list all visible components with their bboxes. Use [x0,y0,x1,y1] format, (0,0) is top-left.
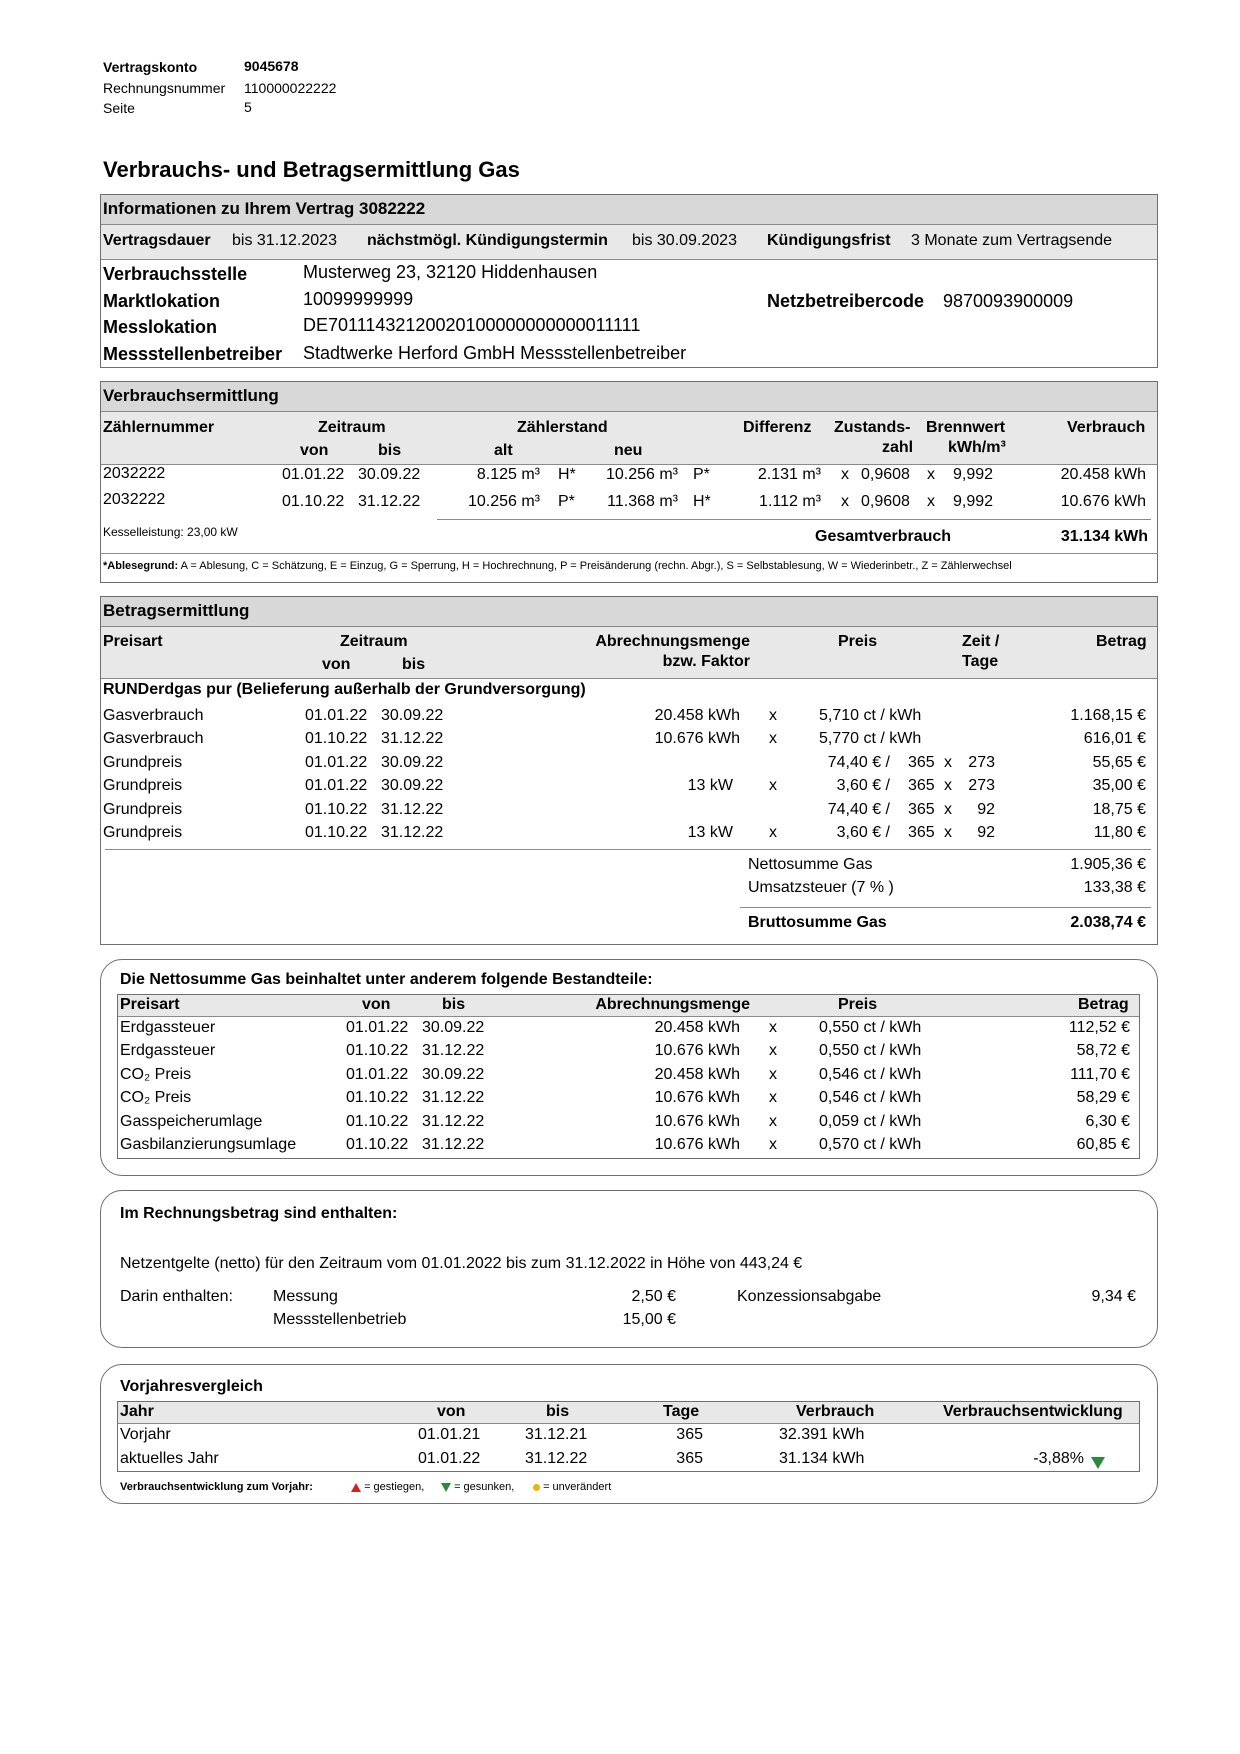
row-from: 01.01.22 [346,1066,409,1083]
col-usage: Verbrauch [796,1403,875,1420]
row-days: 365 [908,754,935,771]
col-period: Zeitraum [340,633,408,650]
contract-heading: Informationen zu Ihrem Vertrag 3082222 [103,199,426,218]
trend-same-icon [533,1484,540,1491]
col-new: neu [614,442,643,459]
row-from: 01.10.22 [346,1042,409,1059]
row-days: 365 [908,777,935,794]
multiply-sign: x [944,824,952,841]
row-price: 5,770 ct / kWh [819,730,922,747]
row-quantity: 13 kW [687,777,733,794]
col-calorific-2: kWh/m³ [948,439,1006,456]
page-label: Seite [103,100,135,116]
row-days: 365 [676,1450,703,1467]
row-from: 01.10.22 [305,824,368,841]
row-amount: 616,01 € [1083,730,1146,747]
col-from: von [362,996,391,1013]
trend-down-icon [1091,1454,1105,1472]
multiply-sign: x [769,1113,777,1130]
col-from: von [322,656,351,673]
grid-value: 9870093900009 [943,291,1074,311]
col-calorific: Brennwert [926,419,1006,436]
row-from: 01.10.22 [305,801,368,818]
multiply-sign: x [944,754,952,771]
col-old: alt [494,442,513,459]
reading-reason-text: A = Ablesung, C = Schätzung, E = Einzug, G = Sperrung, H = Hochrechnung, P = Preisänderung (rechn. Abgr.), S = Selbstablesung, W = Wiederinbetr., Z = Zählerwechsel [178,560,1012,572]
row-trend: -3,88% [1033,1450,1084,1467]
col-to: bis [378,442,402,459]
notice-value: 3 Monate zum Vertragsende [911,232,1113,249]
row-to: 31.12.22 [381,730,444,747]
divider [100,553,1158,554]
multiply-sign: x [769,1089,777,1106]
row-amount: 111,70 € [1070,1066,1130,1083]
operation-label: Messstellenbetrieb [273,1311,407,1328]
comparison-heading: Vorjahresvergleich [120,1378,263,1395]
row-quantity: 10.676 kWh [654,1042,740,1059]
row-quantity: 10.676 kWh [654,1136,740,1153]
col-price: Preis [838,996,878,1013]
price-type: Grundpreis [103,801,183,818]
col-price: Preis [838,633,878,650]
reading-old-code: H* [558,466,576,483]
row-days: 365 [908,824,935,841]
col-to: bis [546,1403,570,1420]
invoice-label: Rechnungsnummer [103,80,226,96]
col-price-type: Preisart [120,996,180,1013]
multiply-sign: x [944,777,952,794]
contract-box [100,194,1158,368]
legend-label: Verbrauchsentwicklung zum Vorjahr: [120,1481,313,1493]
difference: 2.131 m³ [757,466,821,483]
legend-down [441,1481,514,1493]
amount-heading-band [101,597,1157,627]
row-usage: 32.391 kWh [779,1426,865,1443]
col-days: Tage [962,653,999,670]
account-label: Vertragskonto [103,59,198,75]
duration-value: bis 31.12.2023 [232,232,337,249]
row-to: 30.09.22 [381,777,444,794]
trend-down-icon [441,1483,451,1492]
measure-value: 2,50 € [631,1288,676,1305]
row-to: 31.12.22 [381,801,444,818]
row-to: 30.09.22 [422,1019,485,1036]
row-from: 01.10.22 [305,730,368,747]
col-usage: Verbrauch [1067,419,1146,436]
site-value: Musterweg 23, 32120 Hiddenhausen [303,262,598,282]
vat-label: Umsatzsteuer (7 % ) [748,879,894,896]
multiply-sign: x [769,730,777,747]
row-usage: 31.134 kWh [779,1450,865,1467]
row-to: 30.09.22 [381,754,444,771]
vat-value: 133,38 € [1083,879,1146,896]
site-label: Verbrauchsstelle [103,264,248,284]
page-title: Verbrauchs- und Betragsermittlung Gas [103,157,520,182]
row-price: 0,550 ct / kWh [819,1042,922,1059]
row-from: 01.01.21 [418,1426,481,1443]
notice-label: Kündigungsfrist [767,232,891,249]
legend-same-text: = unverändert [543,1481,612,1493]
row-amount: 55,65 € [1092,754,1146,771]
row-quantity: 20.458 kWh [654,707,740,724]
price-type: Erdgassteuer [120,1019,216,1036]
market-label: Marktlokation [103,291,221,311]
price-type: Erdgassteuer [120,1042,216,1059]
termination-label: nächstmögl. Kündigungstermin [367,232,608,249]
consumption-heading: Verbrauchsermittlung [103,386,279,405]
multiply-sign: x [769,824,777,841]
multiply-sign: x [927,493,935,510]
col-period: Zeitraum [318,419,386,436]
price-type: Grundpreis [103,754,183,771]
row-quantity: 10.676 kWh [654,1113,740,1130]
row-price: 3,60 € / [836,777,890,794]
meter-number: 2032222 [103,465,166,482]
row-amount: 60,85 € [1076,1136,1130,1153]
divider [105,849,1151,850]
row-amount: 1.168,15 € [1070,707,1146,724]
row-day-count: 273 [968,777,995,794]
col-year: Jahr [120,1403,154,1420]
row-amount: 18,75 € [1092,801,1146,818]
price-type: Gasverbrauch [103,707,204,724]
col-meter: Zählernummer [103,419,215,436]
row-price: 0,546 ct / kWh [819,1066,922,1083]
multiply-sign: x [841,466,849,483]
calorific-value: 9,992 [953,466,994,483]
operator-value: Stadtwerke Herford GmbH Messstellenbetreiber [303,343,687,363]
row-from: 01.01.22 [305,777,368,794]
col-diff: Differenz [743,419,812,436]
col-to: bis [442,996,466,1013]
col-reading: Zählerstand [517,419,608,436]
col-quantity: Abrechnungsmenge [595,633,750,650]
multiply-sign: x [841,493,849,510]
page-value: 5 [244,99,252,115]
row-amount: 58,72 € [1076,1042,1130,1059]
reading-new-code: H* [693,493,711,510]
gross-sum-label: Bruttosumme Gas [748,914,887,931]
row-to: 31.12.21 [525,1426,588,1443]
amount-heading: Betragsermittlung [103,601,250,620]
row-amount: 6,30 € [1085,1113,1130,1130]
multiply-sign: x [769,1066,777,1083]
row-quantity: 20.458 kWh [654,1066,740,1083]
row-amount: 35,00 € [1092,777,1146,794]
price-type: Grundpreis [103,777,183,794]
total-usage-value: 31.134 kWh [1060,528,1148,545]
account-value: 9045678 [244,58,299,74]
usage-value: 20.458 kWh [1060,466,1146,483]
components-heading: Die Nettosumme Gas beinhaltet unter anderem folgende Bestandteile: [120,971,653,988]
legend-up-text: = gestiegen, [364,1481,425,1493]
row-to: 30.09.22 [381,707,444,724]
concession-value: 9,34 € [1091,1288,1136,1305]
row-from: 01.01.22 [305,707,368,724]
state-number: 0,9608 [861,466,910,483]
price-type: Gasspeicherumlage [120,1113,263,1130]
product-name: RUNDerdgas pur (Belieferung außerhalb der Grundversorgung) [103,681,586,698]
col-amount: Betrag [1096,633,1147,650]
row-day-count: 273 [968,754,995,771]
col-quantity-2: bzw. Faktor [662,653,750,670]
usage-value: 10.676 kWh [1060,493,1146,510]
duration-label: Vertragsdauer [103,232,211,249]
col-amount: Betrag [1078,996,1129,1013]
col-from: von [437,1403,466,1420]
row-from: 01.10.22 [346,1136,409,1153]
market-value: 10099999999 [303,289,414,309]
multiply-sign: x [769,1042,777,1059]
termination-value: bis 30.09.2023 [632,232,737,249]
col-quantity: Abrechnungsmenge [595,996,750,1013]
price-type: CO₂ Preis [120,1066,192,1083]
row-quantity: 20.458 kWh [654,1019,740,1036]
price-type: CO₂ Preis [120,1089,192,1106]
row-price: 0,570 ct / kWh [819,1136,922,1153]
row-days: 365 [676,1426,703,1443]
row-from: 01.10.22 [346,1089,409,1106]
price-type: Gasbilanzierungsumlage [120,1136,297,1153]
row-day-count: 92 [977,801,995,818]
total-usage-label: Gesamtverbrauch [815,528,952,545]
multiply-sign: x [769,707,777,724]
reading-old: 10.256 m³ [467,493,540,510]
included-heading: Im Rechnungsbetrag sind enthalten: [120,1205,398,1222]
reading-old-code: P* [558,493,575,510]
metering-label: Messlokation [103,317,218,337]
grid-fees-text: Netzentgelte (netto) für den Zeitraum vom 01.01.2022 bis zum 31.12.2022 in Höhe von 443,24 € [120,1255,803,1272]
concession-label: Konzessionsabgabe [737,1288,882,1305]
row-price: 0,550 ct / kWh [819,1019,922,1036]
reading-new: 10.256 m³ [605,466,678,483]
row-to: 31.12.22 [358,493,421,510]
operator-label: Messstellenbetreiber [103,344,283,364]
operation-value: 15,00 € [622,1311,676,1328]
row-price: 74,40 € / [827,754,890,771]
invoice-value: 110000022222 [244,80,337,96]
col-trend: Verbrauchsentwicklung [943,1403,1123,1420]
row-from: 01.01.22 [346,1019,409,1036]
metering-value: DE70111432120020100000000000011111 [303,315,641,335]
row-from: 01.01.22 [305,754,368,771]
row-from: 01.01.22 [282,466,345,483]
row-from: 01.10.22 [282,493,345,510]
multiply-sign: x [769,777,777,794]
col-price-type: Preisart [103,633,163,650]
row-price: 5,710 ct / kWh [819,707,922,724]
row-to: 31.12.22 [422,1136,485,1153]
price-type: Gasverbrauch [103,730,204,747]
divider [740,907,1151,908]
row-price: 0,059 ct / kWh [819,1113,922,1130]
row-to: 30.09.22 [422,1066,485,1083]
multiply-sign: x [927,466,935,483]
col-days: Tage [663,1403,700,1420]
col-to: bis [402,656,426,673]
price-type: Grundpreis [103,824,183,841]
row-amount: 58,29 € [1076,1089,1130,1106]
reading-reason-note [103,560,1012,572]
legend-same [533,1481,611,1493]
reading-new: 11.368 m³ [607,493,678,510]
legend-down-text: = gesunken, [454,1481,515,1493]
row-from: 01.10.22 [346,1113,409,1130]
row-to: 31.12.22 [381,824,444,841]
reading-new-code: P* [693,466,710,483]
col-from: von [300,442,329,459]
calorific-value: 9,992 [953,493,994,510]
row-quantity: 10.676 kWh [654,730,740,747]
row-from: 01.01.22 [418,1450,481,1467]
meter-number: 2032222 [103,491,166,508]
row-price: 0,546 ct / kWh [819,1089,922,1106]
row-price: 74,40 € / [827,801,890,818]
col-state-2: zahl [882,439,914,456]
measure-label: Messung [273,1288,338,1305]
row-year: aktuelles Jahr [120,1450,219,1467]
reading-old: 8.125 m³ [476,466,540,483]
row-to: 31.12.22 [422,1113,485,1130]
reading-reason-label: *Ablesegrund: [103,560,179,572]
row-amount: 112,52 € [1068,1019,1130,1036]
row-to: 30.09.22 [358,466,421,483]
row-day-count: 92 [977,824,995,841]
row-to: 31.12.22 [525,1450,588,1467]
trend-up-icon [351,1483,361,1492]
row-days: 365 [908,801,935,818]
boiler-output: Kesselleistung: 23,00 kW [103,525,238,539]
row-amount: 11,80 € [1093,824,1146,841]
row-to: 31.12.22 [422,1089,485,1106]
state-number: 0,9608 [861,493,910,510]
row-to: 31.12.22 [422,1042,485,1059]
divider [437,519,1151,520]
grid-label: Netzbetreibercode [767,291,925,311]
contained-label: Darin enthalten: [120,1288,233,1305]
row-price: 3,60 € / [836,824,890,841]
row-year: Vorjahr [120,1426,171,1443]
multiply-sign: x [769,1136,777,1153]
gross-sum-value: 2.038,74 € [1070,914,1146,931]
net-sum-label: Nettosumme Gas [748,856,873,873]
legend-up [351,1481,424,1493]
multiply-sign: x [944,801,952,818]
row-quantity: 13 kW [687,824,733,841]
multiply-sign: x [769,1019,777,1036]
difference: 1.112 m³ [759,493,821,510]
row-quantity: 10.676 kWh [654,1089,740,1106]
net-sum-value: 1.905,36 € [1070,856,1146,873]
col-state: Zustands- [834,419,911,436]
col-time: Zeit / [962,633,1000,650]
